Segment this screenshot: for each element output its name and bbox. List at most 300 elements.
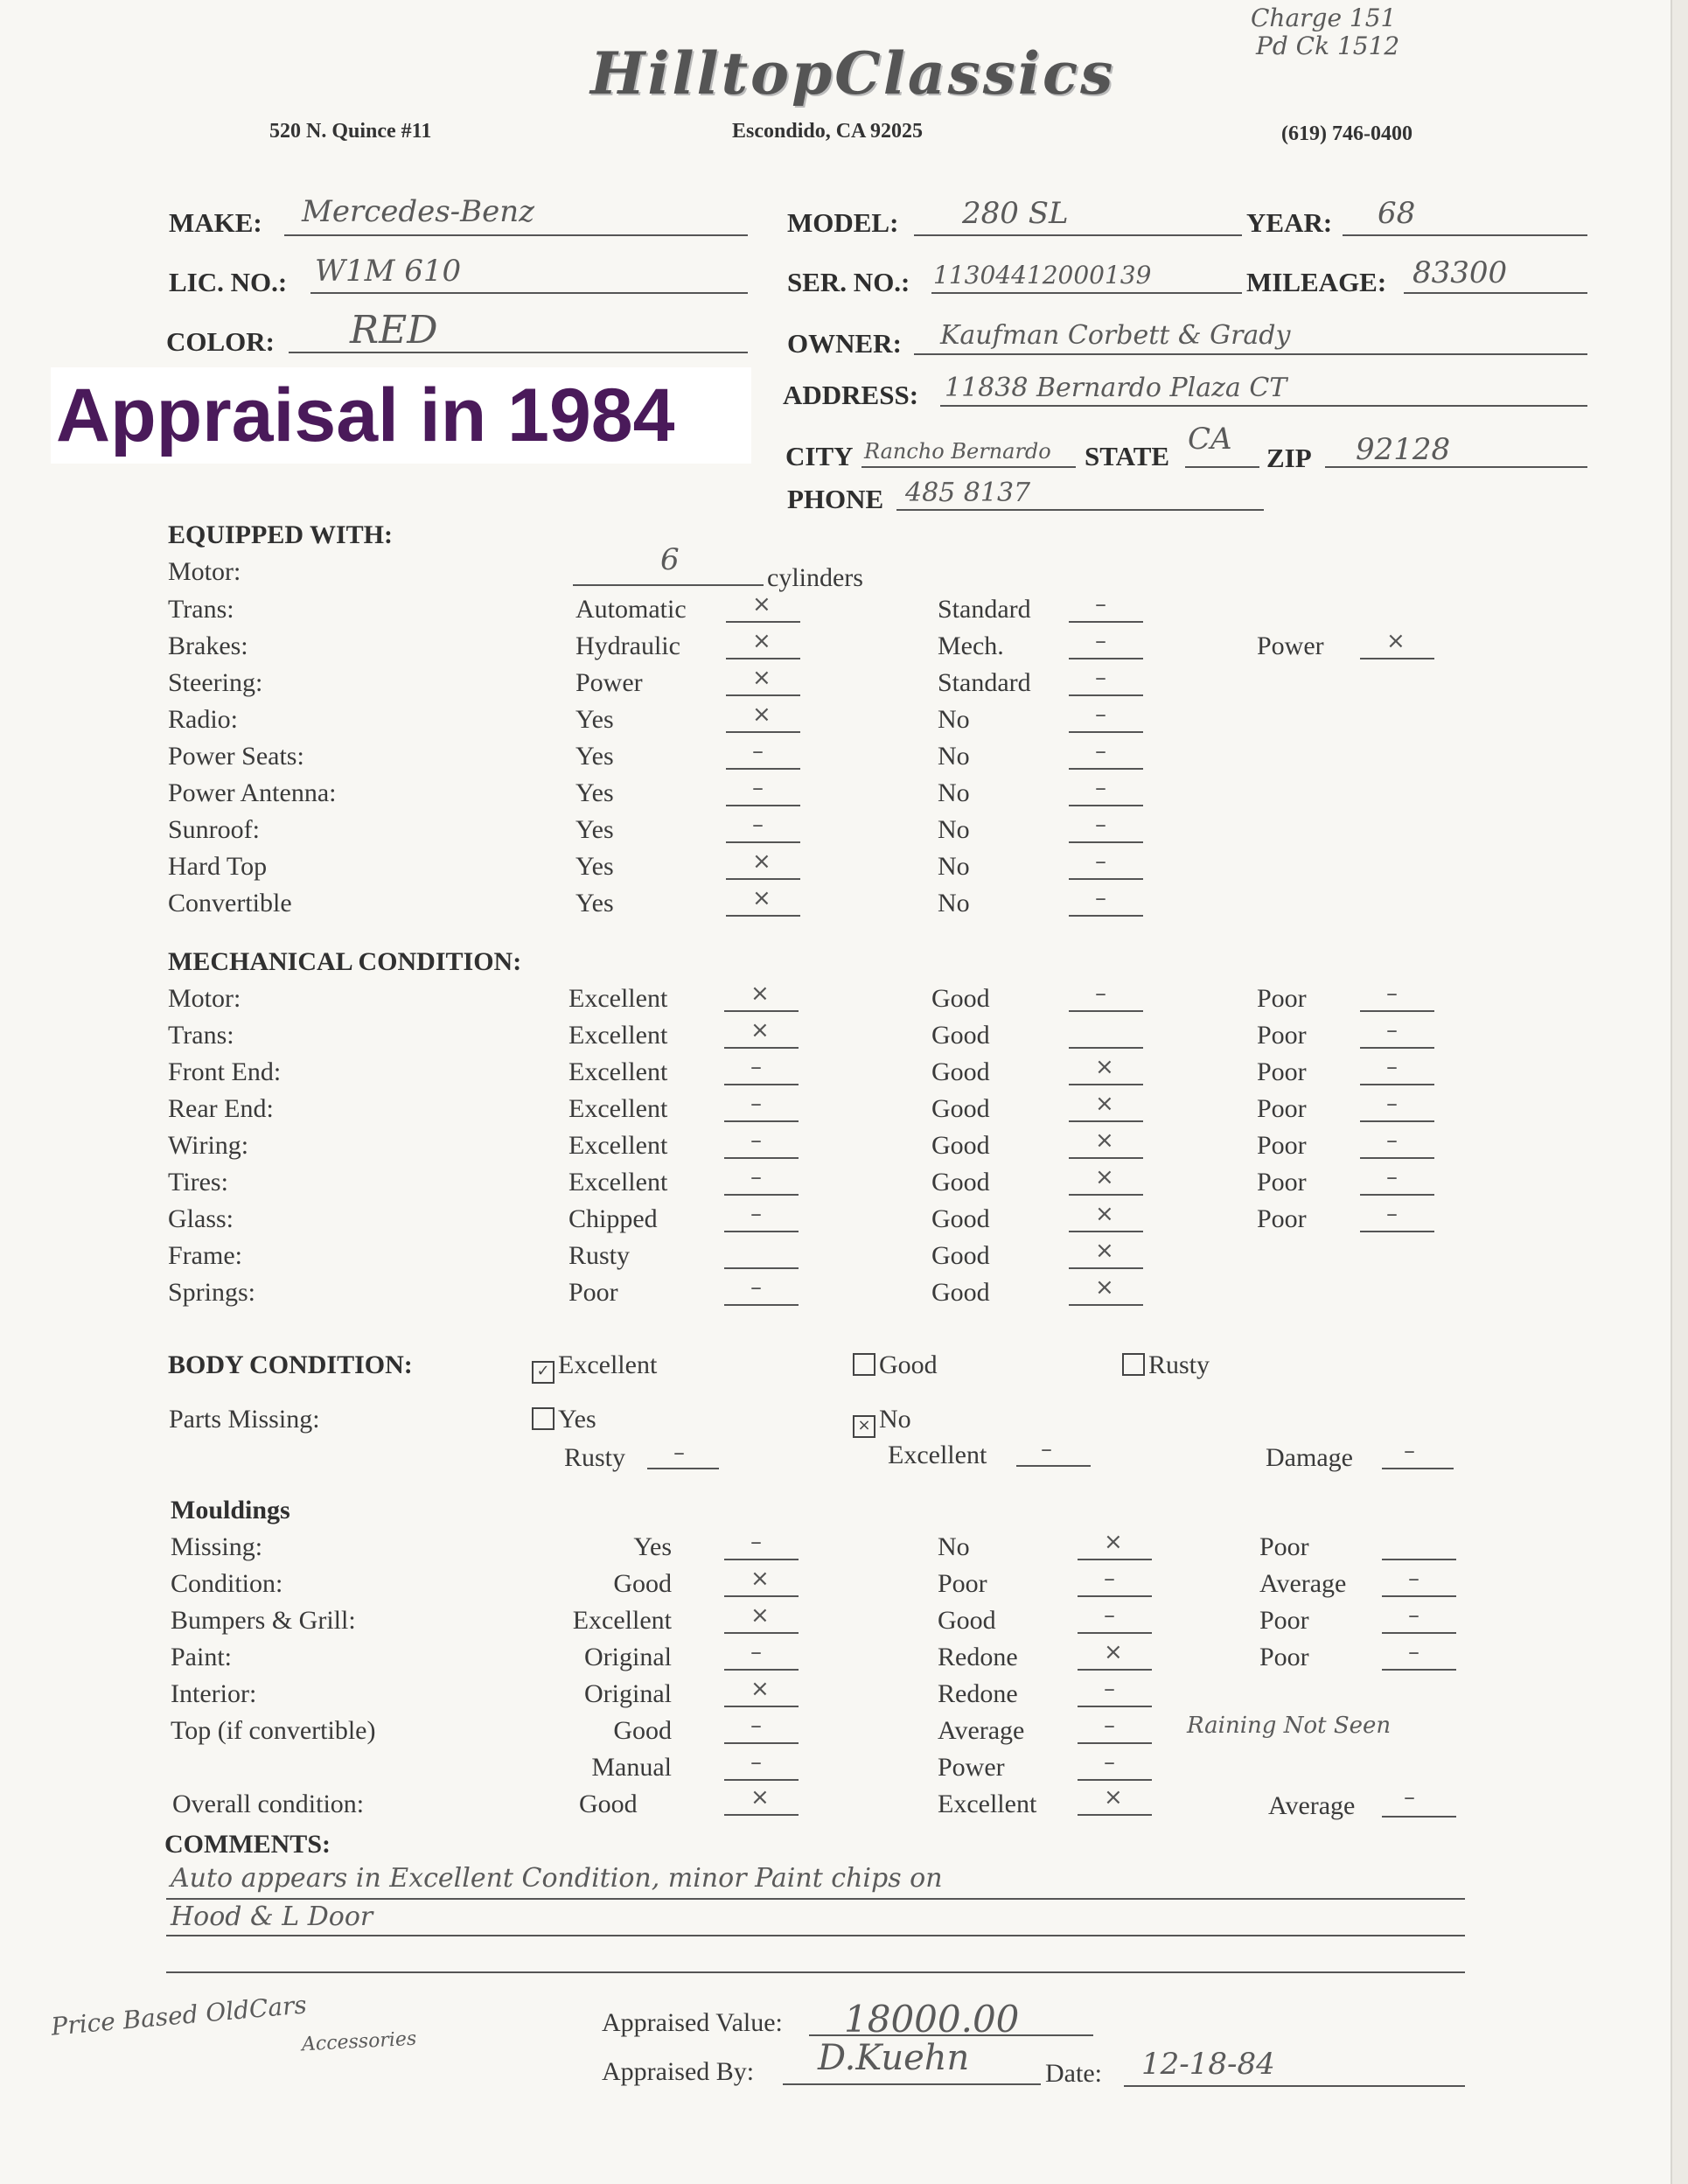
- side-note-1: Price Based OldCars: [50, 1990, 308, 2041]
- city-value[interactable]: Rancho Bernardo: [864, 439, 1051, 464]
- option-line: [1360, 1047, 1434, 1049]
- option-label: Excellent: [572, 1606, 672, 1635]
- motor-unit: cylinders: [767, 563, 863, 592]
- option-label: Yes: [575, 889, 614, 918]
- ser-line: [931, 292, 1242, 294]
- option-mark[interactable]: –: [1095, 738, 1106, 764]
- option-mark[interactable]: ×: [750, 1017, 770, 1043]
- option-line: [1069, 694, 1143, 696]
- rusty2-line: [647, 1468, 719, 1469]
- address-line: [940, 405, 1587, 407]
- option-mark[interactable]: –: [750, 1529, 762, 1555]
- option-mark[interactable]: ×: [1095, 1054, 1114, 1080]
- option-line: [1069, 1047, 1143, 1049]
- comment-text-1[interactable]: Auto appears in Excellent Condition, minor Paint chips on: [171, 1863, 943, 1894]
- color-value[interactable]: RED: [350, 308, 438, 352]
- option-mark[interactable]: –: [750, 1201, 762, 1227]
- option-mark[interactable]: –: [1095, 628, 1106, 654]
- comment-line-3: [166, 1971, 1465, 1973]
- option-label: Average: [938, 1716, 1025, 1745]
- option-line: [1382, 1669, 1456, 1671]
- option-label: Power: [938, 1753, 1005, 1782]
- option-line: [724, 1010, 799, 1012]
- ser-value[interactable]: 11304412000139: [933, 261, 1152, 290]
- comments-title: COMMENTS:: [164, 1830, 331, 1859]
- option-label: Mech.: [938, 631, 1004, 660]
- equipped-title: EQUIPPED WITH:: [168, 520, 393, 549]
- option-mark[interactable]: ×: [1104, 1529, 1123, 1555]
- mileage-line: [1404, 292, 1587, 294]
- option-line: [1069, 768, 1143, 770]
- option-mark[interactable]: ×: [750, 1676, 770, 1702]
- mechanical-title: MECHANICAL CONDITION:: [168, 947, 522, 976]
- option-label: Automatic: [575, 595, 687, 624]
- option-line: [724, 1231, 799, 1232]
- option-label: Good: [613, 1569, 672, 1598]
- option-label: No: [938, 889, 970, 918]
- option-mark[interactable]: –: [750, 1091, 762, 1117]
- option-mark[interactable]: –: [1408, 1566, 1419, 1592]
- option-label: Poor: [1257, 1057, 1307, 1086]
- option-mark[interactable]: –: [1104, 1602, 1115, 1629]
- option-label: Excellent: [568, 1168, 668, 1197]
- side-note-2: Accessories: [301, 2027, 417, 2056]
- option-line: [1069, 805, 1143, 806]
- phone-value[interactable]: 485 8137: [905, 478, 1031, 508]
- option-mark[interactable]: –: [1095, 812, 1106, 838]
- mileage-value[interactable]: 83300: [1412, 255, 1508, 290]
- year-line: [1343, 234, 1587, 236]
- option-line: [1069, 1267, 1143, 1269]
- signature[interactable]: D.Kuehn: [818, 2038, 970, 2078]
- option-line: [726, 621, 800, 623]
- option-label: Yes: [575, 852, 614, 881]
- option-line: [724, 1669, 799, 1671]
- lic-value[interactable]: W1M 610: [315, 254, 462, 289]
- option-mark[interactable]: –: [1104, 1713, 1115, 1739]
- option-label: Yes: [575, 705, 614, 734]
- option-line: [1360, 1231, 1434, 1232]
- option-line: [724, 1742, 799, 1744]
- model-value[interactable]: 280 SL: [962, 196, 1069, 231]
- owner-label: OWNER:: [787, 328, 902, 359]
- option-line: [1069, 1194, 1143, 1196]
- parts-missing-label: Parts Missing:: [169, 1405, 320, 1434]
- option-mark[interactable]: –: [1095, 591, 1106, 618]
- appraised-by-line: [783, 2083, 1041, 2085]
- option-line: [724, 1047, 799, 1049]
- option-label: Good: [931, 1204, 990, 1233]
- option-line: [726, 915, 800, 917]
- make-value[interactable]: Mercedes-Benz: [302, 194, 535, 229]
- option-line: [1360, 1010, 1434, 1012]
- row-label: Frame:: [168, 1241, 242, 1270]
- date-label: Date:: [1045, 2059, 1102, 2088]
- row-label: Radio:: [168, 705, 238, 734]
- option-line: [724, 1304, 799, 1306]
- motor-label: Motor:: [168, 557, 241, 586]
- option-label: Poor: [938, 1569, 987, 1598]
- company-city: Escondido, CA 92025: [732, 120, 924, 143]
- comment-text-2[interactable]: Hood & L Door: [171, 1901, 373, 1932]
- option-line: [724, 1595, 799, 1597]
- option-label: Good: [931, 1278, 990, 1307]
- option-label: Original: [584, 1643, 672, 1671]
- model-label: MODEL:: [787, 207, 899, 238]
- row-label: Trans:: [168, 595, 234, 624]
- option-mark[interactable]: ×: [1095, 1274, 1114, 1301]
- option-label: Good: [931, 1094, 990, 1123]
- option-mark[interactable]: –: [1386, 1091, 1398, 1117]
- appraised-value[interactable]: 18000.00: [844, 1998, 1020, 2041]
- option-line: [1069, 915, 1143, 917]
- overall-good-label: Good: [579, 1790, 638, 1818]
- option-line: [1069, 1304, 1143, 1306]
- option-label: Good: [938, 1606, 996, 1635]
- checkbox-rusty[interactable]: [1122, 1353, 1145, 1376]
- option-line: [1069, 878, 1143, 880]
- option-line: [1360, 658, 1434, 659]
- damage-label: Damage: [1266, 1443, 1353, 1472]
- checkbox-parts-no[interactable]: ×: [853, 1415, 875, 1438]
- option-mark[interactable]: –: [1095, 775, 1106, 801]
- corner-note-1: Charge 151: [1251, 3, 1397, 32]
- option-label: Yes: [633, 1532, 672, 1561]
- year-label: YEAR:: [1246, 207, 1333, 238]
- row-label: Tires:: [168, 1168, 228, 1197]
- option-label: Rusty: [568, 1241, 631, 1270]
- appraisal-banner: Appraisal in 1984: [51, 367, 751, 464]
- option-mark[interactable]: ×: [1095, 1238, 1114, 1264]
- parts-no-label: No: [879, 1405, 911, 1434]
- option-line: [726, 694, 800, 696]
- phone-label: PHONE: [787, 484, 884, 514]
- row-label: Power Seats:: [168, 742, 304, 771]
- state-label: STATE: [1085, 441, 1170, 471]
- option-line: [1360, 1120, 1434, 1122]
- option-line: [1382, 1595, 1456, 1597]
- company-logo: HilltopClassics: [590, 39, 1116, 108]
- option-mark[interactable]: ×: [750, 1602, 770, 1629]
- option-mark[interactable]: –: [1095, 885, 1106, 911]
- option-label: Poor: [1259, 1532, 1309, 1561]
- body-title: BODY CONDITION:: [168, 1350, 413, 1379]
- option-mark[interactable]: ×: [750, 980, 770, 1007]
- row-label: Paint:: [171, 1643, 233, 1671]
- option-label: No: [938, 852, 970, 881]
- option-mark[interactable]: –: [1095, 848, 1106, 875]
- option-mark[interactable]: –: [750, 1749, 762, 1776]
- lic-line: [310, 292, 748, 294]
- option-line: [726, 841, 800, 843]
- option-label: Excellent: [568, 1131, 668, 1160]
- option-mark[interactable]: –: [750, 1054, 762, 1080]
- option-mark[interactable]: ×: [1095, 1164, 1114, 1190]
- row-label: Front End:: [168, 1057, 282, 1086]
- option-line: [1360, 1084, 1434, 1085]
- option-mark[interactable]: –: [1104, 1749, 1115, 1776]
- option-line: [726, 805, 800, 806]
- mileage-label: MILEAGE:: [1246, 267, 1387, 297]
- option-label: Poor: [1257, 1021, 1307, 1050]
- rusty2-label: Rusty: [564, 1443, 626, 1472]
- option-line: [726, 731, 800, 733]
- option-line: [724, 1120, 799, 1122]
- overall-good-mark[interactable]: ×: [750, 1784, 770, 1811]
- body-rusty-option[interactable]: [1122, 1350, 1210, 1380]
- overall-excellent-label: Excellent: [938, 1790, 1037, 1818]
- company-phone: (619) 746-0400: [1281, 122, 1412, 145]
- option-mark[interactable]: –: [1386, 1054, 1398, 1080]
- address-label: ADDRESS:: [783, 380, 919, 410]
- option-line: [726, 878, 800, 880]
- option-label: Excellent: [568, 1021, 668, 1050]
- option-line: [1078, 1706, 1152, 1707]
- comment-line-1: [166, 1898, 1465, 1900]
- owner-line: [914, 353, 1587, 355]
- option-line: [1069, 1231, 1143, 1232]
- excellent2-mark[interactable]: –: [1041, 1436, 1052, 1462]
- option-label: Poor: [1257, 1131, 1307, 1160]
- option-line: [724, 1194, 799, 1196]
- date-line: [1124, 2085, 1465, 2087]
- overall-good-line: [724, 1814, 799, 1816]
- option-line: [724, 1084, 799, 1085]
- overall-average-mark[interactable]: –: [1404, 1784, 1415, 1811]
- row-label: Motor:: [168, 984, 241, 1013]
- option-line: [1360, 1194, 1434, 1196]
- appraised-by-label: Appraised By:: [602, 2057, 755, 2086]
- option-label: Poor: [1259, 1643, 1309, 1671]
- option-line: [726, 768, 800, 770]
- option-label: Good: [931, 1131, 990, 1160]
- option-mark[interactable]: –: [1386, 980, 1398, 1007]
- row-label: Top (if convertible): [171, 1716, 376, 1745]
- option-label: Good: [931, 1168, 990, 1197]
- state-value[interactable]: CA: [1188, 422, 1232, 457]
- option-mark[interactable]: –: [1386, 1127, 1398, 1154]
- option-label: Manual: [591, 1753, 672, 1782]
- option-label: No: [938, 1532, 970, 1561]
- body-rusty-label: Rusty: [1148, 1350, 1210, 1379]
- option-label: Hydraulic: [575, 631, 680, 660]
- option-label: Yes: [575, 815, 614, 844]
- option-mark[interactable]: ×: [750, 1566, 770, 1592]
- row-label: Condition:: [171, 1569, 283, 1598]
- city-label: CITY: [785, 441, 854, 471]
- parts-yes-label: Yes: [558, 1405, 596, 1434]
- option-mark[interactable]: –: [752, 775, 764, 801]
- option-mark[interactable]: –: [750, 1164, 762, 1190]
- page-edge: [1671, 0, 1688, 2184]
- overall-average-line: [1382, 1816, 1456, 1818]
- body-good-label: Good: [879, 1350, 938, 1379]
- option-mark[interactable]: –: [1386, 1201, 1398, 1227]
- option-line: [1069, 1120, 1143, 1122]
- option-mark[interactable]: ×: [752, 848, 771, 875]
- zip-label: ZIP: [1266, 443, 1312, 473]
- option-label: Poor: [1257, 1204, 1307, 1233]
- zip-value[interactable]: 92128: [1356, 432, 1451, 467]
- option-label: Poor: [1259, 1606, 1309, 1635]
- option-label: Poor: [568, 1278, 618, 1307]
- option-label: Average: [1259, 1569, 1347, 1598]
- row-label: Springs:: [168, 1278, 256, 1307]
- row-label: Missing:: [171, 1532, 263, 1561]
- option-label: No: [938, 778, 970, 807]
- option-mark[interactable]: ×: [1095, 1091, 1114, 1117]
- ser-label: SER. NO.:: [787, 267, 910, 297]
- option-label: Standard: [938, 595, 1031, 624]
- parts-no-option[interactable]: [853, 1405, 911, 1438]
- option-line: [724, 1157, 799, 1159]
- model-line: [914, 234, 1242, 236]
- option-mark[interactable]: ×: [752, 885, 771, 911]
- rusty2-mark[interactable]: –: [673, 1440, 685, 1466]
- option-mark[interactable]: –: [1386, 1017, 1398, 1043]
- option-mark[interactable]: ×: [752, 591, 771, 618]
- checkbox-excellent[interactable]: ✓: [532, 1361, 555, 1384]
- color-label: COLOR:: [166, 326, 275, 357]
- option-mark[interactable]: ×: [1095, 1201, 1114, 1227]
- option-label: Good: [931, 1241, 990, 1270]
- body-excellent-label: Excellent: [558, 1350, 658, 1379]
- option-label: Good: [931, 1057, 990, 1086]
- damage-mark[interactable]: –: [1404, 1438, 1415, 1464]
- option-label: Yes: [575, 742, 614, 771]
- checkbox-good[interactable]: [853, 1353, 875, 1376]
- option-line: [726, 658, 800, 659]
- excellent2-line: [1016, 1465, 1091, 1467]
- body-excellent-option[interactable]: [532, 1350, 657, 1384]
- option-mark[interactable]: –: [1386, 1164, 1398, 1190]
- option-mark[interactable]: –: [752, 738, 764, 764]
- option-mark[interactable]: –: [1095, 665, 1106, 691]
- row-label: Convertible: [168, 889, 292, 918]
- option-line: [1382, 1559, 1456, 1560]
- option-mark[interactable]: ×: [752, 665, 771, 691]
- option-label: Poor: [1257, 1168, 1307, 1197]
- option-label: Good: [931, 984, 990, 1013]
- city-line: [861, 466, 1076, 468]
- option-line: [1069, 658, 1143, 659]
- make-label: MAKE:: [169, 207, 262, 238]
- option-line: [1069, 621, 1143, 623]
- overall-label: Overall condition:: [172, 1790, 365, 1818]
- overall-excellent-mark[interactable]: ×: [1104, 1784, 1123, 1811]
- row-label: Interior:: [171, 1679, 257, 1708]
- row-label: Hard Top: [168, 852, 268, 881]
- option-line: [1078, 1779, 1152, 1781]
- option-mark[interactable]: ×: [1386, 628, 1406, 654]
- option-label: Redone: [938, 1643, 1018, 1671]
- overall-average-label: Average: [1268, 1791, 1356, 1820]
- row-label: Power Antenna:: [168, 778, 337, 807]
- row-label: Trans:: [168, 1021, 234, 1050]
- option-mark[interactable]: –: [750, 1639, 762, 1665]
- option-mark[interactable]: ×: [1104, 1639, 1123, 1665]
- option-label: Poor: [1257, 1094, 1307, 1123]
- company-address: 520 N. Quince #11: [269, 120, 432, 143]
- year-value[interactable]: 68: [1378, 196, 1416, 231]
- option-mark[interactable]: –: [1095, 980, 1106, 1007]
- option-label: Standard: [938, 668, 1031, 697]
- option-line: [1360, 1157, 1434, 1159]
- option-mark[interactable]: –: [1408, 1602, 1419, 1629]
- option-label: Excellent: [568, 984, 668, 1013]
- option-line: [1078, 1669, 1152, 1671]
- option-line: [1078, 1742, 1152, 1744]
- option-line: [1069, 1010, 1143, 1012]
- mouldings-title: Mouldings: [171, 1496, 290, 1525]
- lic-label: LIC. NO.:: [169, 267, 288, 297]
- comment-line-2: [166, 1935, 1465, 1936]
- option-label: Good: [613, 1716, 672, 1745]
- owner-value[interactable]: Kaufman Corbett & Grady: [940, 320, 1291, 351]
- option-label: Yes: [575, 778, 614, 807]
- top-note[interactable]: Raining Not Seen: [1187, 1713, 1392, 1739]
- address-value[interactable]: 11838 Bernardo Plaza CT: [945, 373, 1287, 403]
- state-line: [1185, 466, 1259, 468]
- phone-line: [896, 509, 1264, 511]
- option-label: No: [938, 815, 970, 844]
- damage-line: [1382, 1468, 1454, 1469]
- parts-yes-option[interactable]: [532, 1405, 596, 1434]
- option-label: Power: [575, 668, 643, 697]
- option-mark[interactable]: ×: [752, 628, 771, 654]
- option-line: [724, 1706, 799, 1707]
- row-label: Wiring:: [168, 1131, 249, 1160]
- body-good-option[interactable]: [853, 1350, 938, 1380]
- option-line: [1069, 1157, 1143, 1159]
- option-label: Good: [931, 1021, 990, 1050]
- option-line: [724, 1632, 799, 1634]
- option-mark[interactable]: –: [1408, 1639, 1419, 1665]
- option-label: No: [938, 742, 970, 771]
- option-mark[interactable]: –: [1104, 1566, 1115, 1592]
- option-label: Power: [1257, 631, 1324, 660]
- date-value[interactable]: 12-18-84: [1141, 2047, 1275, 2082]
- option-line: [1078, 1595, 1152, 1597]
- row-label: Glass:: [168, 1204, 234, 1233]
- checkbox-parts-yes[interactable]: [532, 1407, 555, 1430]
- option-line: [1078, 1632, 1152, 1634]
- option-mark[interactable]: –: [750, 1274, 762, 1301]
- option-line: [1069, 731, 1143, 733]
- option-label: Redone: [938, 1679, 1018, 1708]
- row-label: Sunroof:: [168, 815, 260, 844]
- overall-excellent-line: [1078, 1814, 1152, 1816]
- option-mark[interactable]: –: [750, 1127, 762, 1154]
- option-line: [1069, 1084, 1143, 1085]
- option-mark[interactable]: –: [1095, 701, 1106, 728]
- option-mark[interactable]: –: [1104, 1676, 1115, 1702]
- option-line: [724, 1267, 799, 1269]
- option-mark[interactable]: –: [750, 1713, 762, 1739]
- option-mark[interactable]: –: [752, 812, 764, 838]
- option-mark[interactable]: ×: [752, 701, 771, 728]
- row-label: Bumpers & Grill:: [171, 1606, 356, 1635]
- option-label: Original: [584, 1679, 672, 1708]
- option-line: [724, 1779, 799, 1781]
- row-label: Brakes:: [168, 631, 248, 660]
- option-line: [1078, 1559, 1152, 1560]
- option-mark[interactable]: ×: [1095, 1127, 1114, 1154]
- excellent2-label: Excellent: [888, 1441, 987, 1469]
- motor-value[interactable]: 6: [660, 542, 680, 577]
- option-label: No: [938, 705, 970, 734]
- make-line: [284, 234, 748, 236]
